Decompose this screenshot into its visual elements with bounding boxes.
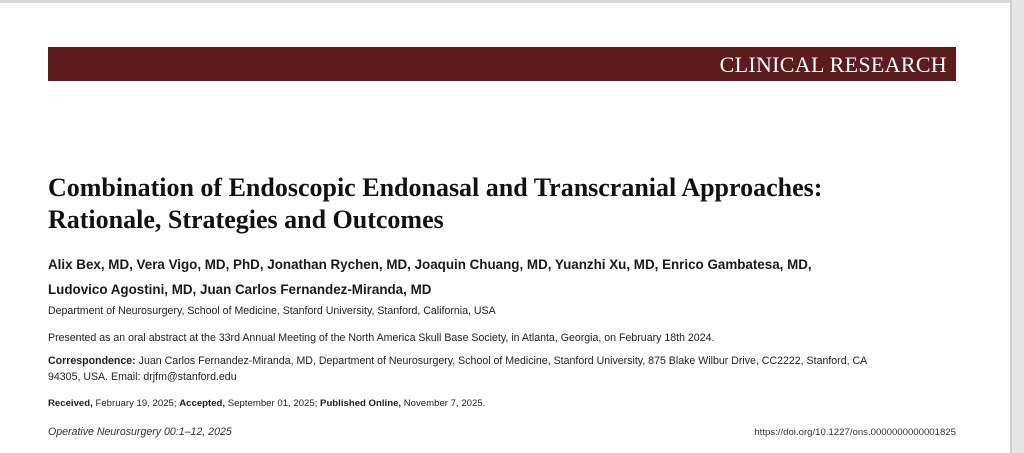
article-title-line-1: Combination of Endoscopic Endonasal and Transcranial Approaches: [48, 173, 823, 202]
published-label: Published Online, [320, 398, 402, 409]
published-date: November 7, 2025. [403, 398, 486, 409]
correspondence-line-1 [48, 353, 948, 369]
accepted-date: September 01, 2025; [227, 398, 318, 409]
received-label: Received, [48, 398, 93, 409]
correspondence [48, 353, 948, 385]
correspondence-text-1: Juan Carlos Fernandez-Miranda, MD, Department of Neurosurgery, School of Medicine, Stanford University, 875 Blake Wilbur Drive, CC2222, Stanford, CA [138, 355, 868, 367]
section-label: CLINICAL RESEARCH [719, 52, 947, 77]
page-right-edge [1010, 0, 1024, 453]
author-line-1: Alix Bex, MD, Vera Vigo, MD, PhD, Jonathan Rychen, MD, Joaquin Chuang, MD, Yuanzhi Xu, MD, Enrico Gambatesa, MD, [48, 257, 812, 272]
accepted-label: Accepted, [179, 398, 226, 409]
journal-citation: Operative Neurosurgery 00:1–12, 2025 [48, 426, 232, 438]
article-title-line-2: Rationale, Strategies and Outcomes [48, 205, 444, 234]
section-banner [48, 47, 956, 81]
correspondence-line-2: 94305, USA. Email: drjfm@stanford.edu [48, 371, 237, 383]
presentation-note: Presented as an oral abstract at the 33rd Annual Meeting of the North America Skull Base Society, in Atlanta, Georgia, on February 18th 2024. [48, 332, 715, 344]
article-dates [48, 398, 485, 409]
page-top-edge [0, 0, 1024, 3]
doi-link[interactable]: https://doi.org/10.1227/ons.0000000000001825 [754, 427, 956, 438]
author-list [48, 252, 948, 302]
received-date: February 19, 2025; [95, 398, 177, 409]
correspondence-label: Correspondence: [48, 355, 136, 367]
article-title [48, 172, 968, 236]
author-line-2: Ludovico Agostini, MD, Juan Carlos Fernandez-Miranda, MD [48, 282, 432, 297]
affiliation: Department of Neurosurgery, School of Medicine, Stanford University, Stanford, California, USA [48, 305, 496, 317]
